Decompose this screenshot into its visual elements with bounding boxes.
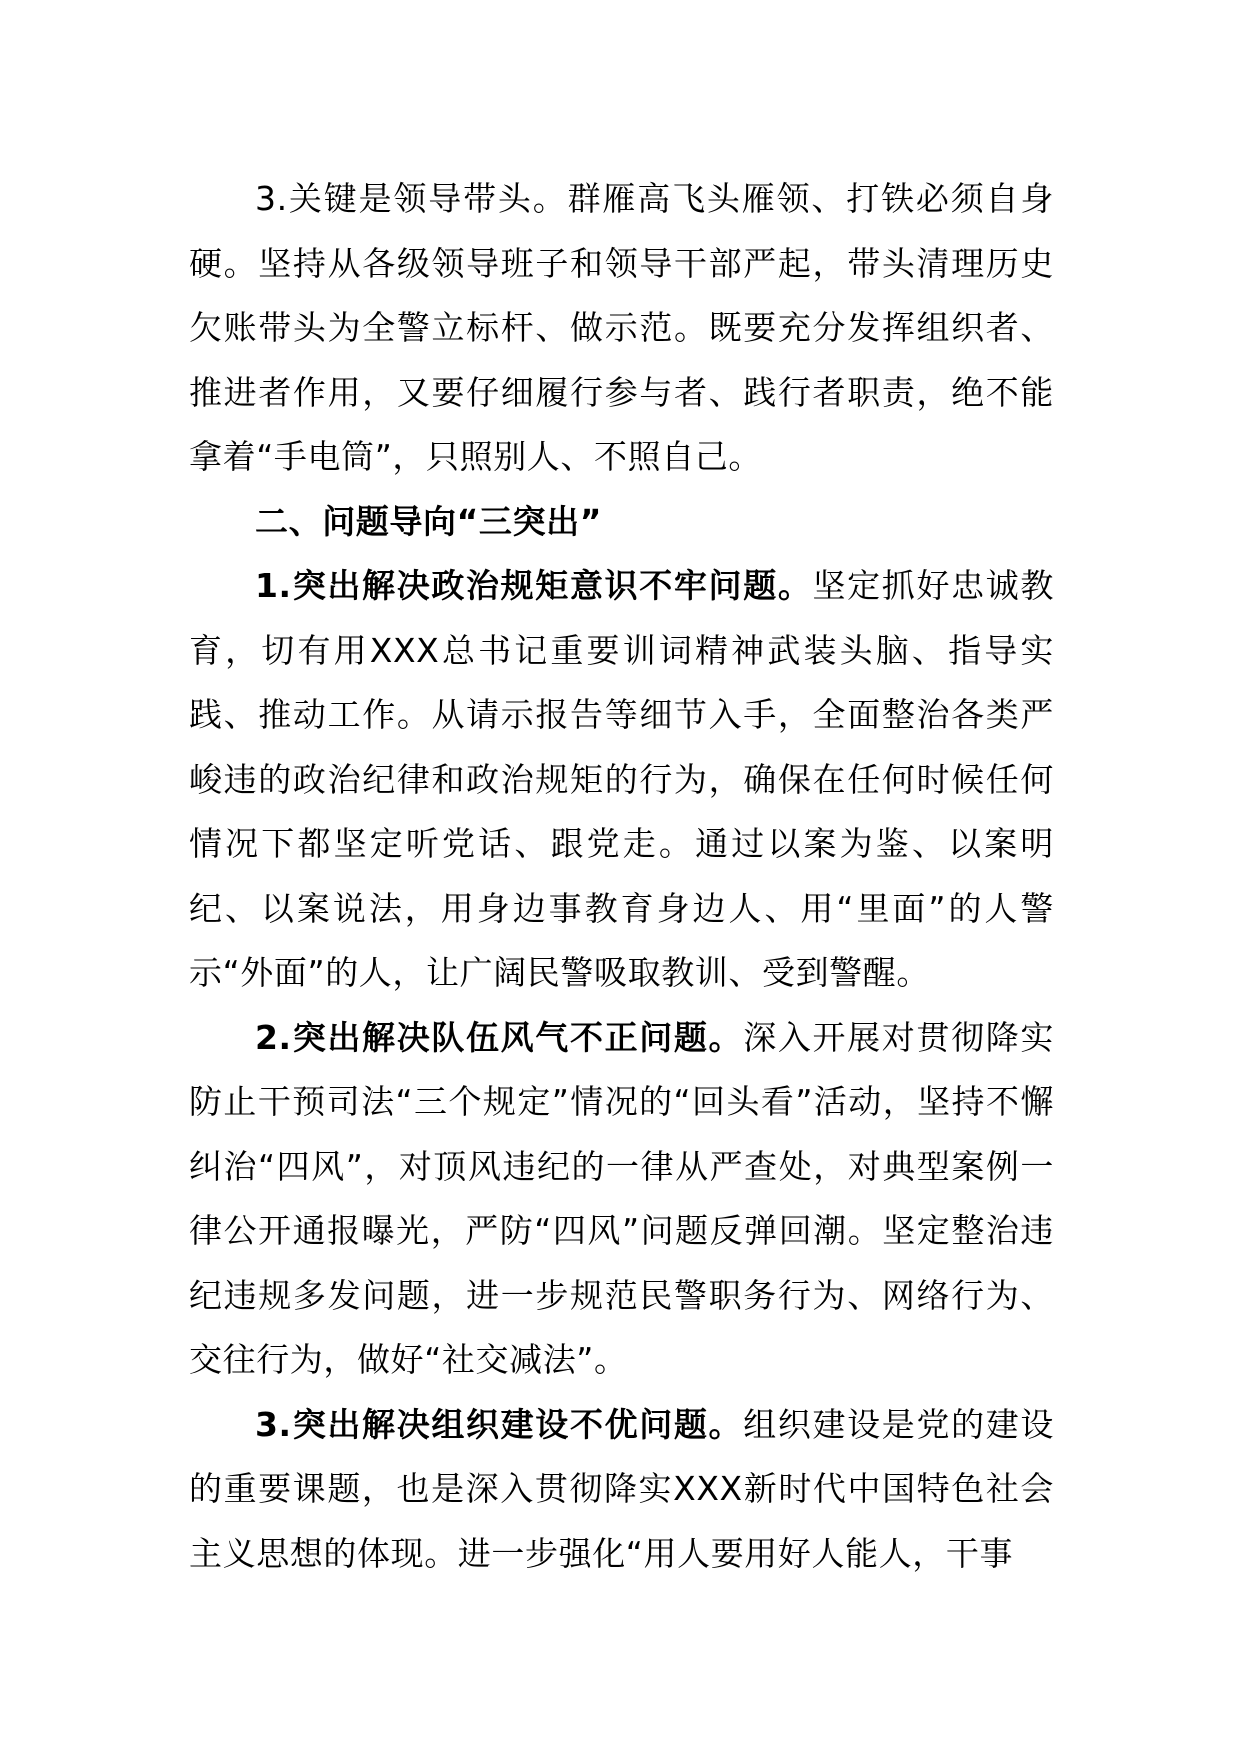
item-text: 组织建设是党的建设的重要课题，也是深入贯彻降实XXX新时代中国特色社会主义思想的体现。进一步强化“用人要用好人能人，干事 — [189, 1404, 1055, 1573]
paragraph-leadership — [189, 167, 1054, 490]
list-item — [189, 1006, 1054, 1393]
item-text: 坚定抓好忠诚教育，切有用XXX总书记重要训词精神武装头脑、指导实践、推动工作。从请示报告等细节入手，全面整治各类严峻违的政治纪律和政治规矩的行为，确保在任何时候任何情况下都坚定听党话、跟党走。通过以案为鉴、以案明纪、以案说法，用身边事教育身边人、用“里面”的人警示“外面”的人，让广阔民警吸取教训、受到警醒。 — [189, 566, 1054, 992]
list-item — [189, 554, 1054, 1006]
item-lead: 1.突出解决政治规矩意识不牢问题。 — [255, 566, 813, 605]
paragraph-text: 3.关键是领导带头。群雁高飞头雁领、打铁必须自身硬。坚持从各级领导班子和领导干部严起，带头清理历史欠账带头为全警立标杆、做示范。既要充分发挥组织者、推进者作用，又要仔细履行参与者、践行者职责，绝不能拿着“手电筒”，只照别人、不照自己。 — [189, 179, 1054, 476]
document-page — [189, 167, 1054, 1586]
item-lead: 2.突出解决队伍风气不正问题。 — [255, 1017, 744, 1057]
item-lead: 3.突出解决组织建设不优问题。 — [255, 1404, 744, 1444]
item-text: 深入开展对贯彻降实防止干预司法“三个规定”情况的“回头看”活动，坚持不懈纠治“四风”，对顶风违纪的一律从严查处，对典型案例一律公开通报曝光，严防“四风”问题反弹回潮。坚定整治违纪违规多发问题，进一步规范民警职务行为、网络行为、交往行为，做好“社交减法”。 — [189, 1017, 1055, 1379]
list-item — [189, 1393, 1054, 1587]
section-heading: 二、问题导向“三突出” — [255, 501, 602, 541]
